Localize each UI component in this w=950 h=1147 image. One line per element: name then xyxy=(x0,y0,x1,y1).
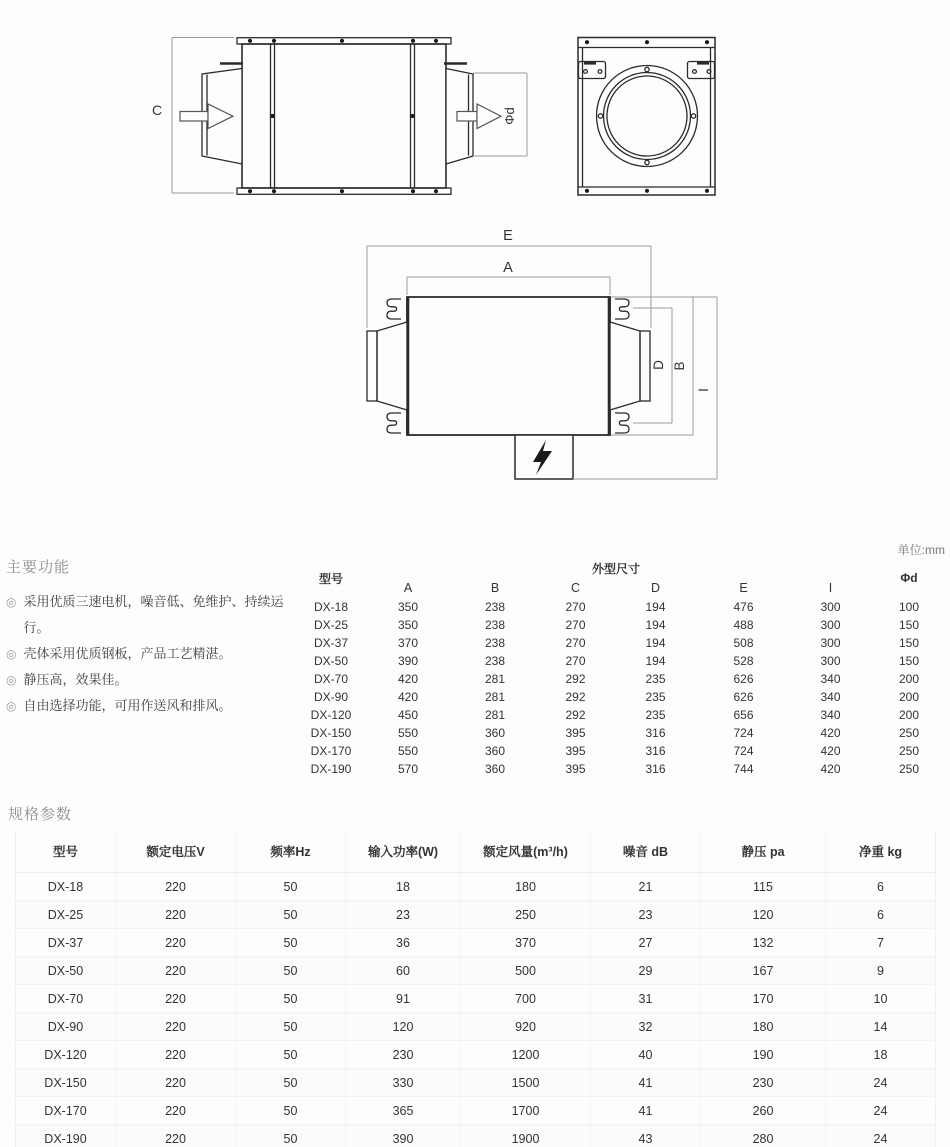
spec-cell: 180 xyxy=(461,873,591,901)
dim-cell: 626 xyxy=(733,690,754,704)
side-view-drawing xyxy=(152,38,527,195)
spec-cell: 24 xyxy=(826,1125,936,1147)
dim-cell: 270 xyxy=(565,618,586,632)
dim-cell: 270 xyxy=(565,654,586,668)
table-row xyxy=(300,742,948,760)
column-header-e: E xyxy=(739,581,748,595)
dim-cell: 238 xyxy=(484,618,506,632)
list-item xyxy=(6,641,298,667)
dimensions-table-body xyxy=(300,598,948,778)
dim-cell: 200 xyxy=(899,672,920,686)
dim-cell: 420 xyxy=(820,762,841,776)
dim-cell: 200 xyxy=(899,690,920,704)
spec-cell: 260 xyxy=(701,1097,826,1125)
list-item xyxy=(6,693,298,719)
dim-cell: 340 xyxy=(820,672,841,686)
table-row xyxy=(300,706,948,724)
column-header-voltage: 额定电压V xyxy=(116,830,236,873)
spec-cell: 60 xyxy=(346,957,461,985)
dim-cell: 395 xyxy=(565,726,586,740)
dim-cell: 340 xyxy=(820,708,841,722)
dim-cell: 626 xyxy=(733,672,754,686)
spec-cell: 24 xyxy=(826,1069,936,1097)
spec-cell: 220 xyxy=(116,1013,236,1041)
spec-cell: 280 xyxy=(701,1125,826,1147)
spec-cell: 29 xyxy=(591,957,701,985)
features-section xyxy=(6,556,298,719)
dim-cell: 528 xyxy=(733,654,754,668)
dim-label-a: A xyxy=(503,260,513,276)
table-row xyxy=(16,985,936,1013)
column-header-b: B xyxy=(490,581,500,595)
model-cell: DX-90 xyxy=(16,1013,116,1041)
dim-cell: 360 xyxy=(484,762,506,776)
dim-cell: 150 xyxy=(899,654,920,668)
column-header-input-power: 输入功率(W) xyxy=(346,830,461,873)
feature-text: 壳体采用优质钢板，产品工艺精湛。 xyxy=(23,646,232,661)
spec-cell: 9 xyxy=(826,957,936,985)
dim-cell: 420 xyxy=(820,726,841,740)
spec-cell: 220 xyxy=(116,1097,236,1125)
spec-cell: 50 xyxy=(236,901,346,929)
spec-cell: 7 xyxy=(826,929,936,957)
mounting-clip xyxy=(615,299,629,319)
table-row xyxy=(300,724,948,742)
spec-cell: 18 xyxy=(346,873,461,901)
dim-label-d: D xyxy=(651,360,666,370)
dim-cell: 390 xyxy=(397,654,419,668)
spec-cell: 23 xyxy=(591,901,701,929)
dim-label-phid: Φd xyxy=(502,107,517,125)
dim-cell: 150 xyxy=(899,636,920,650)
dim-cell: 281 xyxy=(484,672,506,686)
table-row xyxy=(300,670,948,688)
unit-note: 单位:mm xyxy=(897,543,945,557)
dim-cell: 281 xyxy=(484,708,506,722)
spec-cell: 220 xyxy=(116,929,236,957)
spec-cell: 50 xyxy=(236,1125,346,1147)
model-cell: DX-18 xyxy=(16,873,116,901)
spec-cell: 21 xyxy=(591,873,701,901)
spec-cell: 220 xyxy=(116,873,236,901)
spec-cell: 41 xyxy=(591,1097,701,1125)
column-header-net-weight: 净重 kg xyxy=(826,830,936,873)
column-header-frequency: 频率Hz xyxy=(236,830,346,873)
dim-cell: 420 xyxy=(397,672,419,686)
dim-label-b: B xyxy=(672,361,687,371)
spec-cell: 180 xyxy=(701,1013,826,1041)
model-cell: DX-190 xyxy=(16,1125,116,1147)
column-header-c: C xyxy=(570,581,581,595)
spec-cell: 250 xyxy=(461,901,591,929)
spec-cell: 23 xyxy=(346,901,461,929)
model-cell: DX-120 xyxy=(310,708,352,722)
spec-cell: 120 xyxy=(701,901,826,929)
bullet-icon: ◎ xyxy=(6,647,17,661)
dim-cell: 300 xyxy=(820,654,841,668)
dim-cell: 100 xyxy=(899,600,920,614)
dim-cell: 360 xyxy=(484,744,506,758)
spec-cell: 365 xyxy=(346,1097,461,1125)
dim-cell: 360 xyxy=(484,726,506,740)
table-row xyxy=(300,616,948,634)
spec-cell: 220 xyxy=(116,1041,236,1069)
specs-section-title: 规格参数 xyxy=(8,806,73,823)
table-row xyxy=(16,1097,936,1125)
dim-cell: 300 xyxy=(820,636,841,650)
front-view-drawing xyxy=(578,38,715,196)
table-row xyxy=(16,901,936,929)
column-header-d: D xyxy=(650,581,661,595)
dim-cell: 270 xyxy=(565,636,586,650)
specs-table-header xyxy=(16,830,936,873)
table-row xyxy=(16,1069,936,1097)
spec-cell: 36 xyxy=(346,929,461,957)
dim-cell: 450 xyxy=(397,708,419,722)
spec-cell: 41 xyxy=(591,1069,701,1097)
column-header-model: 型号 xyxy=(318,571,343,586)
dim-label-e: E xyxy=(503,228,513,244)
spec-cell: 330 xyxy=(346,1069,461,1097)
spec-cell: 32 xyxy=(591,1013,701,1041)
model-cell: DX-90 xyxy=(313,690,348,704)
spec-cell: 1700 xyxy=(461,1097,591,1125)
spec-cell: 31 xyxy=(591,985,701,1013)
table-row xyxy=(300,598,948,616)
dim-cell: 194 xyxy=(645,600,666,614)
dim-cell: 270 xyxy=(565,600,586,614)
spec-cell: 50 xyxy=(236,985,346,1013)
model-cell: DX-150 xyxy=(310,726,352,740)
bullet-icon: ◎ xyxy=(6,595,17,609)
spec-cell: 115 xyxy=(701,873,826,901)
spec-cell: 230 xyxy=(701,1069,826,1097)
spec-cell: 370 xyxy=(461,929,591,957)
spec-cell: 1900 xyxy=(461,1125,591,1147)
dim-cell: 744 xyxy=(733,762,754,776)
dim-cell: 235 xyxy=(645,708,666,722)
mounting-clip xyxy=(615,413,629,433)
dim-cell: 150 xyxy=(899,618,920,632)
dim-cell: 292 xyxy=(565,690,586,704)
spec-cell: 50 xyxy=(236,1069,346,1097)
model-cell: DX-190 xyxy=(310,762,352,776)
dim-cell: 550 xyxy=(397,744,419,758)
dim-cell: 724 xyxy=(733,744,754,758)
list-item xyxy=(6,667,298,693)
dim-cell: 200 xyxy=(899,708,920,722)
dim-cell: 488 xyxy=(733,618,754,632)
spec-cell: 220 xyxy=(116,1069,236,1097)
technical-drawing xyxy=(0,0,950,530)
table-row xyxy=(300,652,948,670)
dim-label-c: C xyxy=(151,102,163,118)
dim-cell: 238 xyxy=(484,654,506,668)
dim-cell: 724 xyxy=(733,726,754,740)
spec-cell: 50 xyxy=(236,1013,346,1041)
model-cell: DX-37 xyxy=(16,929,116,957)
table-row xyxy=(16,929,936,957)
model-cell: DX-150 xyxy=(16,1069,116,1097)
dim-cell: 250 xyxy=(899,762,920,776)
top-view-drawing xyxy=(367,228,717,479)
dim-cell: 350 xyxy=(397,618,419,632)
model-cell: DX-18 xyxy=(313,600,348,614)
model-cell: DX-25 xyxy=(313,618,348,632)
dim-cell: 292 xyxy=(565,672,586,686)
spec-cell: 500 xyxy=(461,957,591,985)
table-row xyxy=(300,688,948,706)
column-header-noise: 噪音 dB xyxy=(591,830,701,873)
mounting-clip xyxy=(387,299,401,319)
spec-cell: 91 xyxy=(346,985,461,1013)
dim-cell: 508 xyxy=(733,636,754,650)
dim-cell: 476 xyxy=(733,600,754,614)
column-header-airflow: 额定风量(m³/h) xyxy=(461,830,591,873)
spec-cell: 220 xyxy=(116,985,236,1013)
features-list xyxy=(6,589,298,719)
table-row xyxy=(16,1125,936,1147)
table-row xyxy=(16,957,936,985)
spec-cell: 50 xyxy=(236,929,346,957)
spec-cell: 50 xyxy=(236,873,346,901)
column-group-header-dimensions: 外型尺寸 xyxy=(592,561,641,576)
table-row xyxy=(16,1013,936,1041)
model-cell: DX-120 xyxy=(16,1041,116,1069)
dim-cell: 570 xyxy=(397,762,419,776)
spec-cell: 220 xyxy=(116,1125,236,1147)
spec-cell: 18 xyxy=(826,1041,936,1069)
dim-cell: 550 xyxy=(397,726,419,740)
dim-cell: 420 xyxy=(397,690,419,704)
model-cell: DX-50 xyxy=(313,654,348,668)
dim-cell: 300 xyxy=(820,600,841,614)
feature-text: 静压高，效果佳。 xyxy=(23,672,128,687)
column-header-static-pressure: 静压 pa xyxy=(701,830,826,873)
spec-cell: 50 xyxy=(236,1097,346,1125)
model-cell: DX-70 xyxy=(313,672,348,686)
bullet-icon: ◎ xyxy=(6,673,17,687)
table-row xyxy=(16,873,936,901)
spec-cell: 10 xyxy=(826,985,936,1013)
dim-cell: 281 xyxy=(484,690,506,704)
dim-cell: 194 xyxy=(645,618,666,632)
spec-cell: 700 xyxy=(461,985,591,1013)
column-header-model: 型号 xyxy=(16,830,116,873)
model-cell: DX-25 xyxy=(16,901,116,929)
dim-cell: 194 xyxy=(645,636,666,650)
spec-cell: 167 xyxy=(701,957,826,985)
dim-cell: 194 xyxy=(645,654,666,668)
spec-cell: 220 xyxy=(116,957,236,985)
specs-table xyxy=(15,830,936,1147)
model-cell: DX-170 xyxy=(16,1097,116,1125)
table-row xyxy=(16,1041,936,1069)
dim-cell: 340 xyxy=(820,690,841,704)
spec-cell: 230 xyxy=(346,1041,461,1069)
spec-cell: 170 xyxy=(701,985,826,1013)
spec-cell: 220 xyxy=(116,901,236,929)
specs-table-body xyxy=(16,873,936,1147)
features-title: 主要功能 xyxy=(6,559,71,576)
mounting-clip xyxy=(387,413,401,433)
feature-text: 采用优质三速电机，噪音低、免维护、持续运行。 xyxy=(23,594,284,635)
model-cell: DX-70 xyxy=(16,985,116,1013)
dim-cell: 292 xyxy=(565,708,586,722)
feature-text: 自由选择功能，可用作送风和排风。 xyxy=(23,698,232,713)
spec-cell: 390 xyxy=(346,1125,461,1147)
dim-cell: 395 xyxy=(565,762,586,776)
spec-cell: 24 xyxy=(826,1097,936,1125)
spec-cell: 920 xyxy=(461,1013,591,1041)
spec-cell: 50 xyxy=(236,957,346,985)
dim-cell: 250 xyxy=(899,726,920,740)
spec-cell: 6 xyxy=(826,873,936,901)
spec-cell: 120 xyxy=(346,1013,461,1041)
dimension-a-lines xyxy=(407,277,610,295)
bullet-icon: ◎ xyxy=(6,699,17,713)
dim-cell: 370 xyxy=(397,636,419,650)
dim-cell: 316 xyxy=(645,744,666,758)
dim-cell: 235 xyxy=(645,690,666,704)
spec-cell: 27 xyxy=(591,929,701,957)
list-item xyxy=(6,589,298,641)
dimensions-table xyxy=(300,558,948,778)
spec-cell: 190 xyxy=(701,1041,826,1069)
dim-cell: 238 xyxy=(484,636,506,650)
dim-cell: 238 xyxy=(484,600,506,614)
dim-cell: 420 xyxy=(820,744,841,758)
dim-cell: 656 xyxy=(733,708,754,722)
dim-cell: 350 xyxy=(397,600,419,614)
column-header-a: A xyxy=(403,581,413,595)
dim-cell: 300 xyxy=(820,618,841,632)
column-header-i: I xyxy=(828,581,833,595)
model-cell: DX-170 xyxy=(310,744,352,758)
dim-cell: 395 xyxy=(565,744,586,758)
spec-cell: 14 xyxy=(826,1013,936,1041)
model-cell: DX-50 xyxy=(16,957,116,985)
spec-cell: 40 xyxy=(591,1041,701,1069)
spec-cell: 50 xyxy=(236,1041,346,1069)
spec-cell: 132 xyxy=(701,929,826,957)
table-row xyxy=(300,634,948,652)
dim-cell: 316 xyxy=(645,726,666,740)
dim-cell: 235 xyxy=(645,672,666,686)
dim-label-i: I xyxy=(696,388,711,392)
dim-cell: 250 xyxy=(899,744,920,758)
table-row xyxy=(300,760,948,778)
spec-cell: 6 xyxy=(826,901,936,929)
dim-cell: 316 xyxy=(645,762,666,776)
spec-cell: 43 xyxy=(591,1125,701,1147)
spec-cell: 1500 xyxy=(461,1069,591,1097)
dimensions-table-header xyxy=(300,558,948,598)
model-cell: DX-37 xyxy=(313,636,348,650)
column-header-phid: Φd xyxy=(900,571,918,585)
spec-cell: 1200 xyxy=(461,1041,591,1069)
